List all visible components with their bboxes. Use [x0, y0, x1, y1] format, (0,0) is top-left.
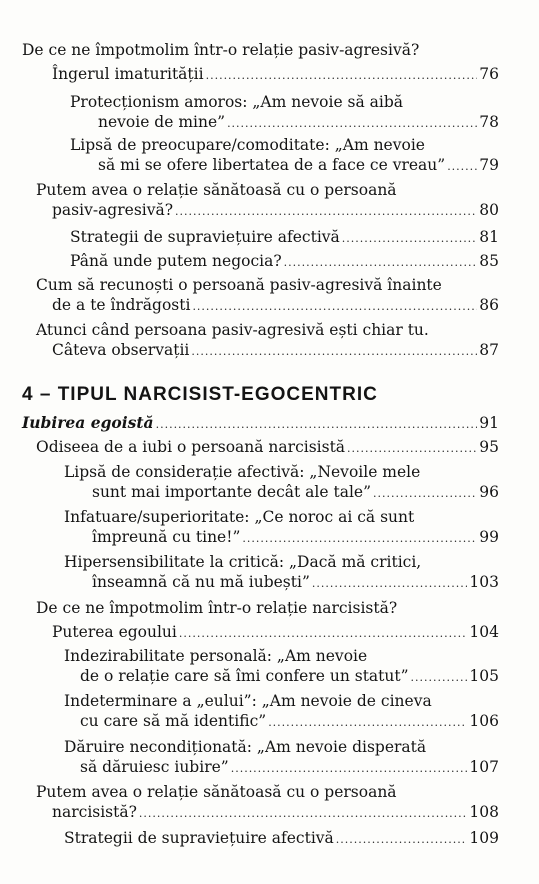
toc-page-number: 95: [479, 438, 499, 456]
toc-entry-text: De ce ne împotmolim într-o relație narcisistă?: [36, 599, 398, 617]
leader-dots: [192, 297, 477, 317]
toc-page-number: 85: [479, 252, 499, 270]
toc-entry-text: Atunci când persoana pasiv-agresivă ești chiar tu.: [36, 321, 429, 339]
toc-entry: [0, 275, 539, 317]
toc-entry-text: Strategii de supraviețuire afectivă: [64, 829, 334, 847]
toc-entry-text: cu care să mă identific”: [80, 712, 267, 730]
toc-entry: [0, 135, 539, 177]
toc-page-number: 99: [479, 528, 499, 546]
toc-page-number: 81: [479, 228, 499, 246]
leader-dots: [156, 415, 478, 435]
leader-dots: [284, 253, 478, 273]
toc-entry: [0, 462, 539, 504]
toc-entry-text: pasiv-agresivă?: [52, 201, 174, 219]
toc-entry-text: împreună cu tine!”: [92, 528, 241, 546]
toc-entry-text: Îngerul imaturității: [52, 65, 204, 83]
toc-page-number: 108: [469, 803, 499, 821]
toc-entry-text: Protecționism amoros: „Am nevoie să aibă: [70, 93, 404, 111]
toc-page-number: 103: [469, 573, 499, 591]
toc-entry-text: Puterea egoului: [52, 623, 177, 641]
toc-entry: [0, 40, 539, 60]
toc-entry: [0, 92, 539, 134]
toc-entry-text: De ce ne împotmolim într-o relație pasiv-agresivă?: [22, 41, 420, 59]
leader-dots: [411, 668, 468, 688]
toc-entry-text: Infatuare/superioritate: „Ce noroc ai că sunt: [64, 508, 415, 526]
leader-dots: [268, 713, 467, 733]
leader-dots: [242, 529, 477, 549]
toc-entry-text: Hipersensibilitate la critică: „Dacă mă critici,: [64, 553, 422, 571]
chapter-heading: 4 – TIPUL NARCISIST-EGOCENTRIC: [22, 384, 378, 405]
toc-entry: [0, 437, 539, 459]
toc-entry: [0, 251, 539, 273]
toc-entry: [0, 646, 539, 688]
toc-entry-text: Strategii de supraviețuire afectivă: [70, 228, 340, 246]
leader-dots: [231, 759, 468, 779]
toc-page-number: 86: [479, 296, 499, 314]
toc-entry: [0, 691, 539, 733]
toc-entry-text: narcisistă?: [52, 803, 137, 821]
toc-entry-text: de a te îndrăgosti: [52, 296, 191, 314]
toc-entry-text: nevoie de mine”: [98, 113, 226, 131]
toc-page-number: 96: [479, 483, 499, 501]
toc-entry-text: Odiseea de a iubi o persoană narcisistă: [36, 438, 346, 456]
leader-dots: [347, 439, 477, 459]
toc-entry-text: sunt mai importante decât ale tale”: [92, 483, 371, 501]
toc-page-number: 105: [469, 667, 499, 685]
toc-page-number: 107: [469, 758, 499, 776]
leader-dots: [179, 624, 468, 644]
toc-entry-text: să dăruiesc iubire”: [80, 758, 229, 776]
toc-entry: [0, 64, 539, 86]
toc-entry-text: Dăruire necondiționată: „Am nevoie disperată: [64, 738, 427, 756]
leader-dots: [447, 157, 477, 177]
toc-page-number: 87: [479, 341, 499, 359]
toc-entry-text: Indezirabilitate personală: „Am nevoie: [64, 647, 368, 665]
toc-entry: [0, 320, 539, 362]
toc-entry: [0, 782, 539, 824]
toc-entry-text: Iubirea egoistă: [22, 413, 154, 432]
toc-entry-text: Câteva observații: [52, 341, 190, 359]
leader-dots: [312, 574, 468, 594]
leader-dots: [139, 804, 467, 824]
toc-entry-text: Cum să recunoști o persoană pasiv-agresivă înainte: [36, 276, 442, 294]
toc-entry: [0, 598, 539, 618]
toc-entry-text: Putem avea o relație sănătoasă cu o persoană: [36, 181, 397, 199]
toc-page-number: 80: [479, 201, 499, 219]
toc-page-number: 106: [469, 712, 499, 730]
toc-page-number: 78: [479, 113, 499, 131]
leader-dots: [227, 114, 477, 134]
toc-entry-text: Până unde putem negocia?: [70, 252, 282, 270]
toc-entry-text: Indeterminare a „eului”: „Am nevoie de cineva: [64, 692, 432, 710]
leader-dots: [191, 342, 477, 362]
toc-entry-text: Putem avea o relație sănătoasă cu o persoană: [36, 783, 397, 801]
toc-entry-text: Lipsă de considerație afectivă: „Nevoile mele: [64, 463, 421, 481]
toc-entry: [0, 227, 539, 249]
toc-entry: [0, 622, 539, 644]
toc-page-number: 79: [479, 156, 499, 174]
toc-entry: [0, 413, 539, 435]
toc-entry-text: să mi se ofere libertatea de a face ce vreau”: [98, 156, 446, 174]
toc-page-number: 91: [479, 414, 499, 432]
leader-dots: [342, 229, 477, 249]
toc-entry-text: de o relație care să îmi confere un statut”: [80, 667, 409, 685]
toc-entry: [0, 828, 539, 850]
toc-entry: [0, 737, 539, 779]
toc-page-number: 104: [469, 623, 499, 641]
toc-entry-text: Lipsă de preocupare/comoditate: „Am nevoie: [70, 136, 425, 154]
leader-dots: [336, 830, 468, 850]
toc-page-number: 109: [469, 829, 499, 847]
toc-entry-text: înseamnă că nu mă iubești”: [92, 573, 310, 591]
toc-entry: [0, 507, 539, 549]
leader-dots: [373, 484, 477, 504]
leader-dots: [175, 202, 477, 222]
toc-entry: [0, 552, 539, 594]
toc-page-number: 76: [479, 65, 499, 83]
leader-dots: [206, 66, 478, 86]
toc-entry: [0, 180, 539, 222]
